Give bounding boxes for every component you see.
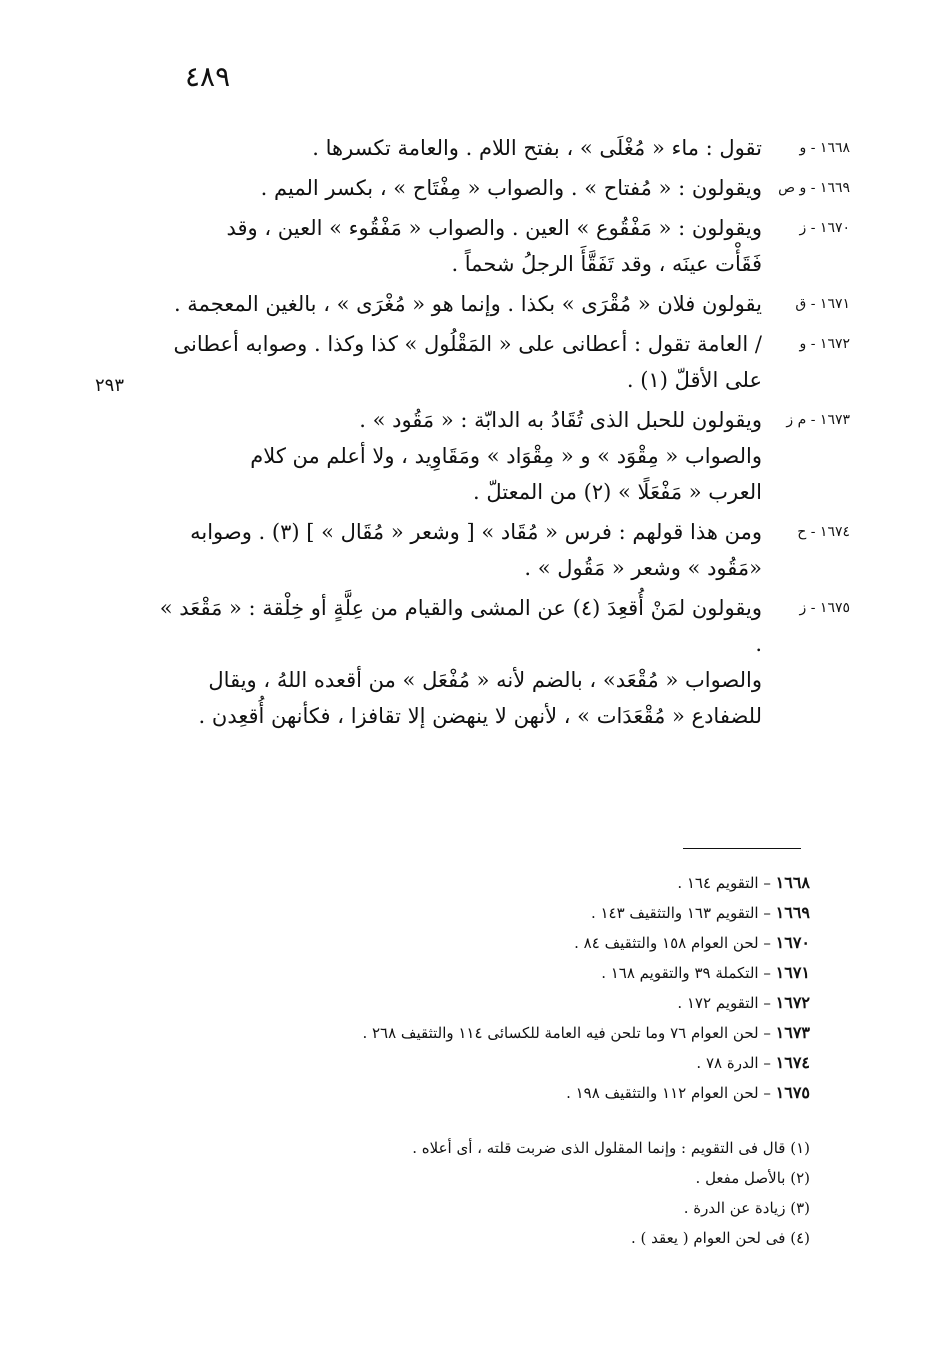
entry-label: ١٦٧٤ - ح <box>797 524 850 540</box>
footnote: (٣) زيادة عن الدرة . <box>683 1199 810 1217</box>
source-item <box>150 988 810 1018</box>
entry-text <box>150 514 762 586</box>
entry <box>150 514 850 586</box>
entry-text <box>150 130 762 166</box>
source-number: ١٦٧٠ <box>775 933 810 952</box>
page-number: ٤٨٩ <box>185 60 231 93</box>
entry-label: ١٦٧٠ - ز <box>799 220 850 236</box>
source-number: ١٦٧١ <box>775 963 810 982</box>
entry-label: ١٦٦٨ - و <box>799 140 850 156</box>
entry-line: تقول : ماء « مُغْلَى » ، بفتح اللام . والعامة تكسرها . <box>312 136 762 160</box>
source-text: – لحن العوام ١١٢ والتثقيف ١٩٨ . <box>566 1084 771 1102</box>
entry-text <box>150 170 762 206</box>
source-number: ١٦٧٢ <box>775 993 810 1012</box>
entry-label: ١٦٧١ - ق <box>795 296 850 312</box>
source-item <box>150 868 810 898</box>
footnotes-list <box>150 1133 810 1253</box>
entry-text <box>150 286 762 322</box>
source-item <box>150 958 810 988</box>
source-number: ١٦٧٤ <box>775 1053 810 1072</box>
source-text: – لحن العوام ٧٦ وما تلحن فيه العامة للكسائى ١١٤ والتثقيف ٢٦٨ . <box>362 1024 771 1042</box>
source-item <box>150 1048 810 1078</box>
entry <box>150 170 850 206</box>
source-number: ١٦٧٥ <box>775 1083 810 1102</box>
entry-line: فَقَأْت عينَه ، وقد تَفَقَّأَ الرجلُ شحماً . <box>451 252 762 276</box>
source-text: – لحن العوام ١٥٨ والتثقيف ٨٤ . <box>574 934 771 952</box>
entry-text <box>150 326 762 398</box>
entry-line: ومن هذا قولهم : فرس « مُقَاد » [ وشعر « مُقَال » ] (٣) . وصوابه <box>190 520 762 544</box>
source-item <box>150 928 810 958</box>
footnote: (٤) فى لحن العوام ( يعقد ) . <box>630 1229 810 1247</box>
footnote: (٢) بالأصل مفعل . <box>695 1169 810 1187</box>
footnote-separator <box>683 848 801 849</box>
entry <box>150 286 850 322</box>
entry-line: ويقولون : « مَفْقُوع » العين . والصواب « مَفْقُوء » العين ، وقد <box>226 216 762 240</box>
entry <box>150 326 850 398</box>
entry-text <box>150 210 762 282</box>
source-text: – التقويم ١٦٣ والتثقيف ١٤٣ . <box>590 904 771 922</box>
source-item <box>150 1078 810 1108</box>
source-item <box>150 898 810 928</box>
entries-list <box>150 130 850 738</box>
source-text: – التقويم ١٦٤ . <box>677 874 771 892</box>
entry-text <box>150 402 762 510</box>
entry-line: «مَقُود » وشعر « مَقُول » . <box>524 556 762 580</box>
entry-line: ويقولون للحبل الذى تُقَادُ به الدابّة : « مَقُود » . <box>359 408 762 432</box>
entry-line: العرب « مَفْعَلًا » (٢) من المعتلّ . <box>473 480 762 504</box>
entry-line: على الأقلّ (١) . <box>626 368 762 392</box>
entry <box>150 590 850 734</box>
margin-reference: ٢٩٣ <box>95 375 125 396</box>
entry-line: / العامة تقول : أعطانى على « المَقْلُول » كذا وكذا . وصوابه أعطانى <box>173 332 762 356</box>
entry-label: ١٦٧٣ - م ز <box>786 412 850 428</box>
entry-label: ١٦٧٥ - ز <box>799 600 850 616</box>
source-text: – الدرة ٧٨ . <box>696 1054 771 1072</box>
source-number: ١٦٧٣ <box>775 1023 810 1042</box>
entry-line: يقولون فلان « مُقْرَى » بكذا . وإنما هو « مُغْرَى » ، بالغين المعجمة . <box>173 292 762 316</box>
source-item <box>150 1018 810 1048</box>
entry-line: ويقولون لمَنْ أُقعِدَ (٤) عن المشى والقيام من عِلَّةٍ أو خِلْقة : « مَقْعَد » . <box>159 596 762 656</box>
footnote: (١) قال فى التقويم : وإنما المقلول الذى ضربت قلته ، أى أعلاه . <box>412 1139 810 1157</box>
sources-list <box>150 868 810 1108</box>
entry-line: والصواب « مُقْعَد» ، بالضم لأنه « مُفْعَل » من أقعده اللهُ ، ويقال <box>208 668 762 692</box>
entry-line: للضفادع « مُقْعَدَات » ، لأنهن لا ينهضن إلا تقافزا ، فكأنهن أُقعِدن . <box>198 704 762 728</box>
entry-line: ويقولون : « مُفتاح » . والصواب « مِفْتَاح » ، بكسر الميم . <box>260 176 762 200</box>
source-number: ١٦٦٨ <box>775 873 810 892</box>
entry-line: والصواب « مِقْوَد » و « مِقْوَاد » ومَقَاوِيد ، ولا أعلم من كلام <box>250 444 762 468</box>
entry-text <box>150 590 762 734</box>
source-text: – التقويم ١٧٢ . <box>677 994 771 1012</box>
entry-label: ١٦٧٢ - و <box>799 336 850 352</box>
entry <box>150 402 850 510</box>
source-number: ١٦٦٩ <box>775 903 810 922</box>
entry-label: ١٦٦٩ - و ص <box>778 180 850 196</box>
source-text: – التكملة ٣٩ والتقويم ١٦٨ . <box>601 964 771 982</box>
entry <box>150 210 850 282</box>
entry <box>150 130 850 166</box>
